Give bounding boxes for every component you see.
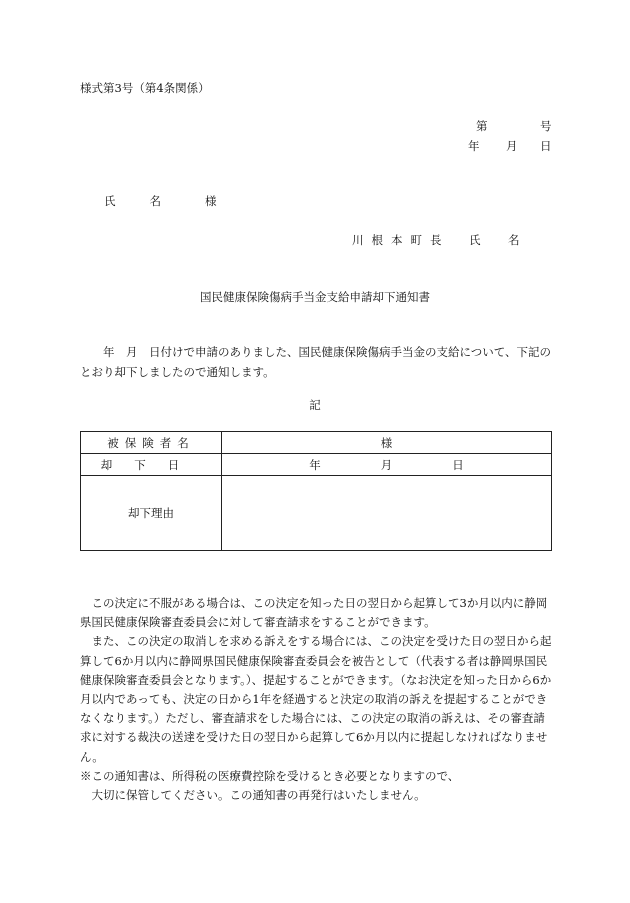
note-appeal: この決定に不服がある場合は、この決定を知った日の翌日から起算して3か月以内に静岡県国民健康保険審査委員会に対して審査請求をすることができます。 <box>80 596 548 630</box>
number-suffix: 号 <box>540 119 552 133</box>
rejection-reason-value <box>222 476 552 551</box>
table-row <box>81 454 552 476</box>
ki-heading: 記 <box>309 398 321 412</box>
note-keep: 大切に保管してください。この通知書の再発行はいたしません。 <box>91 788 426 803</box>
document-title: 国民健康保険傷病手当金支給申請却下通知書 <box>200 290 430 304</box>
addressee <box>104 193 217 209</box>
form-number: 様式第3号（第4条関係） <box>80 81 210 95</box>
number-prefix: 第 <box>476 119 488 133</box>
note-lawsuit: また、この決定の取消しを求める訴えをする場合には、この決定を受けた日の翌日から起算して6か月以内に静岡県国民健康保険審査委員会を被告として（代表する者は静岡県国民健康保険審査委員会となります。）、提起することができます。（なお決定を知った日から6か月以内であっても、決定の日から1年を経過すると決定の取消の訴えを提起することができなくなります。）ただし、審査請求をした場合には、この決定の取消の訴えは、その審査請求に対する裁決の送達を受けた日の翌日から起算して6か月以内に提起しなければなりません。 <box>80 634 552 764</box>
sender-name: 川根本町長 氏 名 <box>352 233 528 247</box>
table-row <box>81 476 552 551</box>
body-text: 年 月 日付けで申請のありました、国民健康保険傷病手当金の支給について、下記のとおり却下しましたので通知します。 <box>80 345 552 379</box>
date-day: 日 <box>540 139 552 153</box>
rejection-date-value <box>222 454 552 476</box>
rejection-reason-label: 却下理由 <box>81 476 222 551</box>
info-table <box>80 431 552 551</box>
insured-name-label: 被保険者名 <box>81 432 222 454</box>
date-month: 月 <box>506 139 518 153</box>
addressee-mei: 名 <box>149 194 161 208</box>
notes <box>80 594 555 805</box>
rejection-year: 年 <box>309 457 321 472</box>
rejection-month: 月 <box>380 457 393 472</box>
insured-name-value: 様 <box>222 432 552 454</box>
addressee-shi: 氏 <box>104 194 116 208</box>
rejection-date-label: 却下日 <box>81 454 222 476</box>
date-year: 年 <box>468 139 480 153</box>
table-row <box>81 432 552 454</box>
rejection-day: 日 <box>452 457 464 472</box>
note-tax: ※この通知書は、所得税の医療費控除を受けるとき必要となりますので、 <box>80 768 460 783</box>
addressee-sama: 様 <box>205 194 217 208</box>
